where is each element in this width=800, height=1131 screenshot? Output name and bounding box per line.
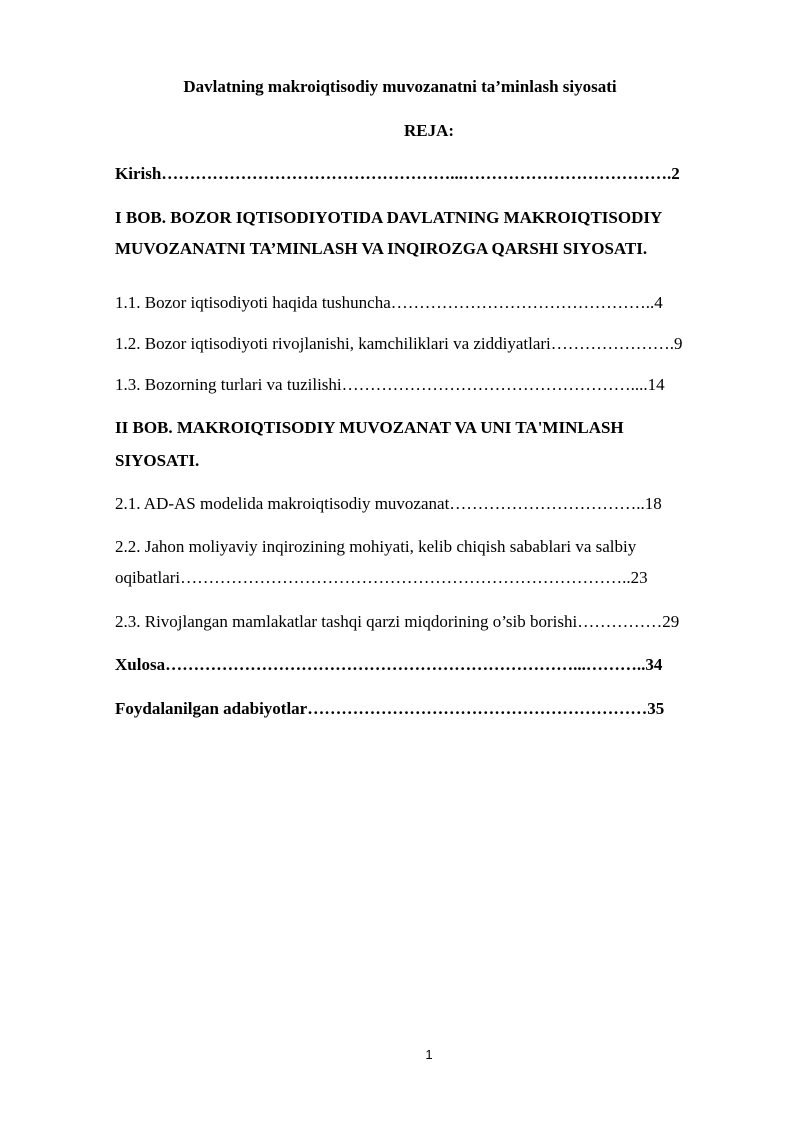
toc-entry-2-2-line-1: 2.2. Jahon moliyaviy inqirozining mohiyati, kelib chiqish sabablari va salbiy — [115, 537, 637, 556]
toc-entry-1-2: 1.2. Bozor iqtisodiyoti rivojlanishi, kamchiliklari va ziddiyatlari………………….9 — [115, 334, 683, 353]
plan-heading: REJA: — [403, 121, 455, 140]
toc-chapter-1-title-line-2: MUVOZANATNI TA’MINLASH VA INQIROZGA QARSHI SIYOSATI. — [115, 239, 648, 258]
toc-entry-1-1: 1.1. Bozor iqtisodiyoti haqida tushuncha………………………………………..4 — [115, 293, 663, 312]
document-title: Davlatning makroiqtisodiy muvozanatni ta’minlash siyosati — [183, 77, 617, 96]
toc-entry-references: Foydalanilgan adabiyotlar……………………………………………………35 — [115, 699, 665, 718]
toc-chapter-2-title-line-1: II BOB. MAKROIQTISODIY MUVOZANAT VA UNI TA'MINLASH — [115, 418, 624, 437]
toc-entry-introduction: Kirish……………………………………………...……………………………….2 — [115, 164, 680, 183]
toc-entry-2-1: 2.1. AD-AS modelida makroiqtisodiy muvozanat……………………………..18 — [115, 494, 662, 513]
toc-chapter-2-title-line-2: SIYOSATI. — [115, 451, 200, 470]
toc-entry-2-2-line-2: oqibatlari……………………………………………………………………..23 — [115, 568, 648, 587]
toc-entry-1-3: 1.3. Bozorning turlari va tuzilishi……………………………………………....14 — [115, 375, 665, 394]
toc-chapter-1-title-line-1: I BOB. BOZOR IQTISODIYOTIDA DAVLATNING MAKROIQTISODIY — [115, 208, 663, 227]
toc-entry-conclusion: Xulosa………………………………………………………………...………..34 — [115, 655, 663, 674]
page-number: 1 — [425, 1047, 433, 1062]
toc-entry-2-3: 2.3. Rivojlangan mamlakatlar tashqi qarzi miqdorining o’sib borishi……………29 — [115, 612, 680, 631]
